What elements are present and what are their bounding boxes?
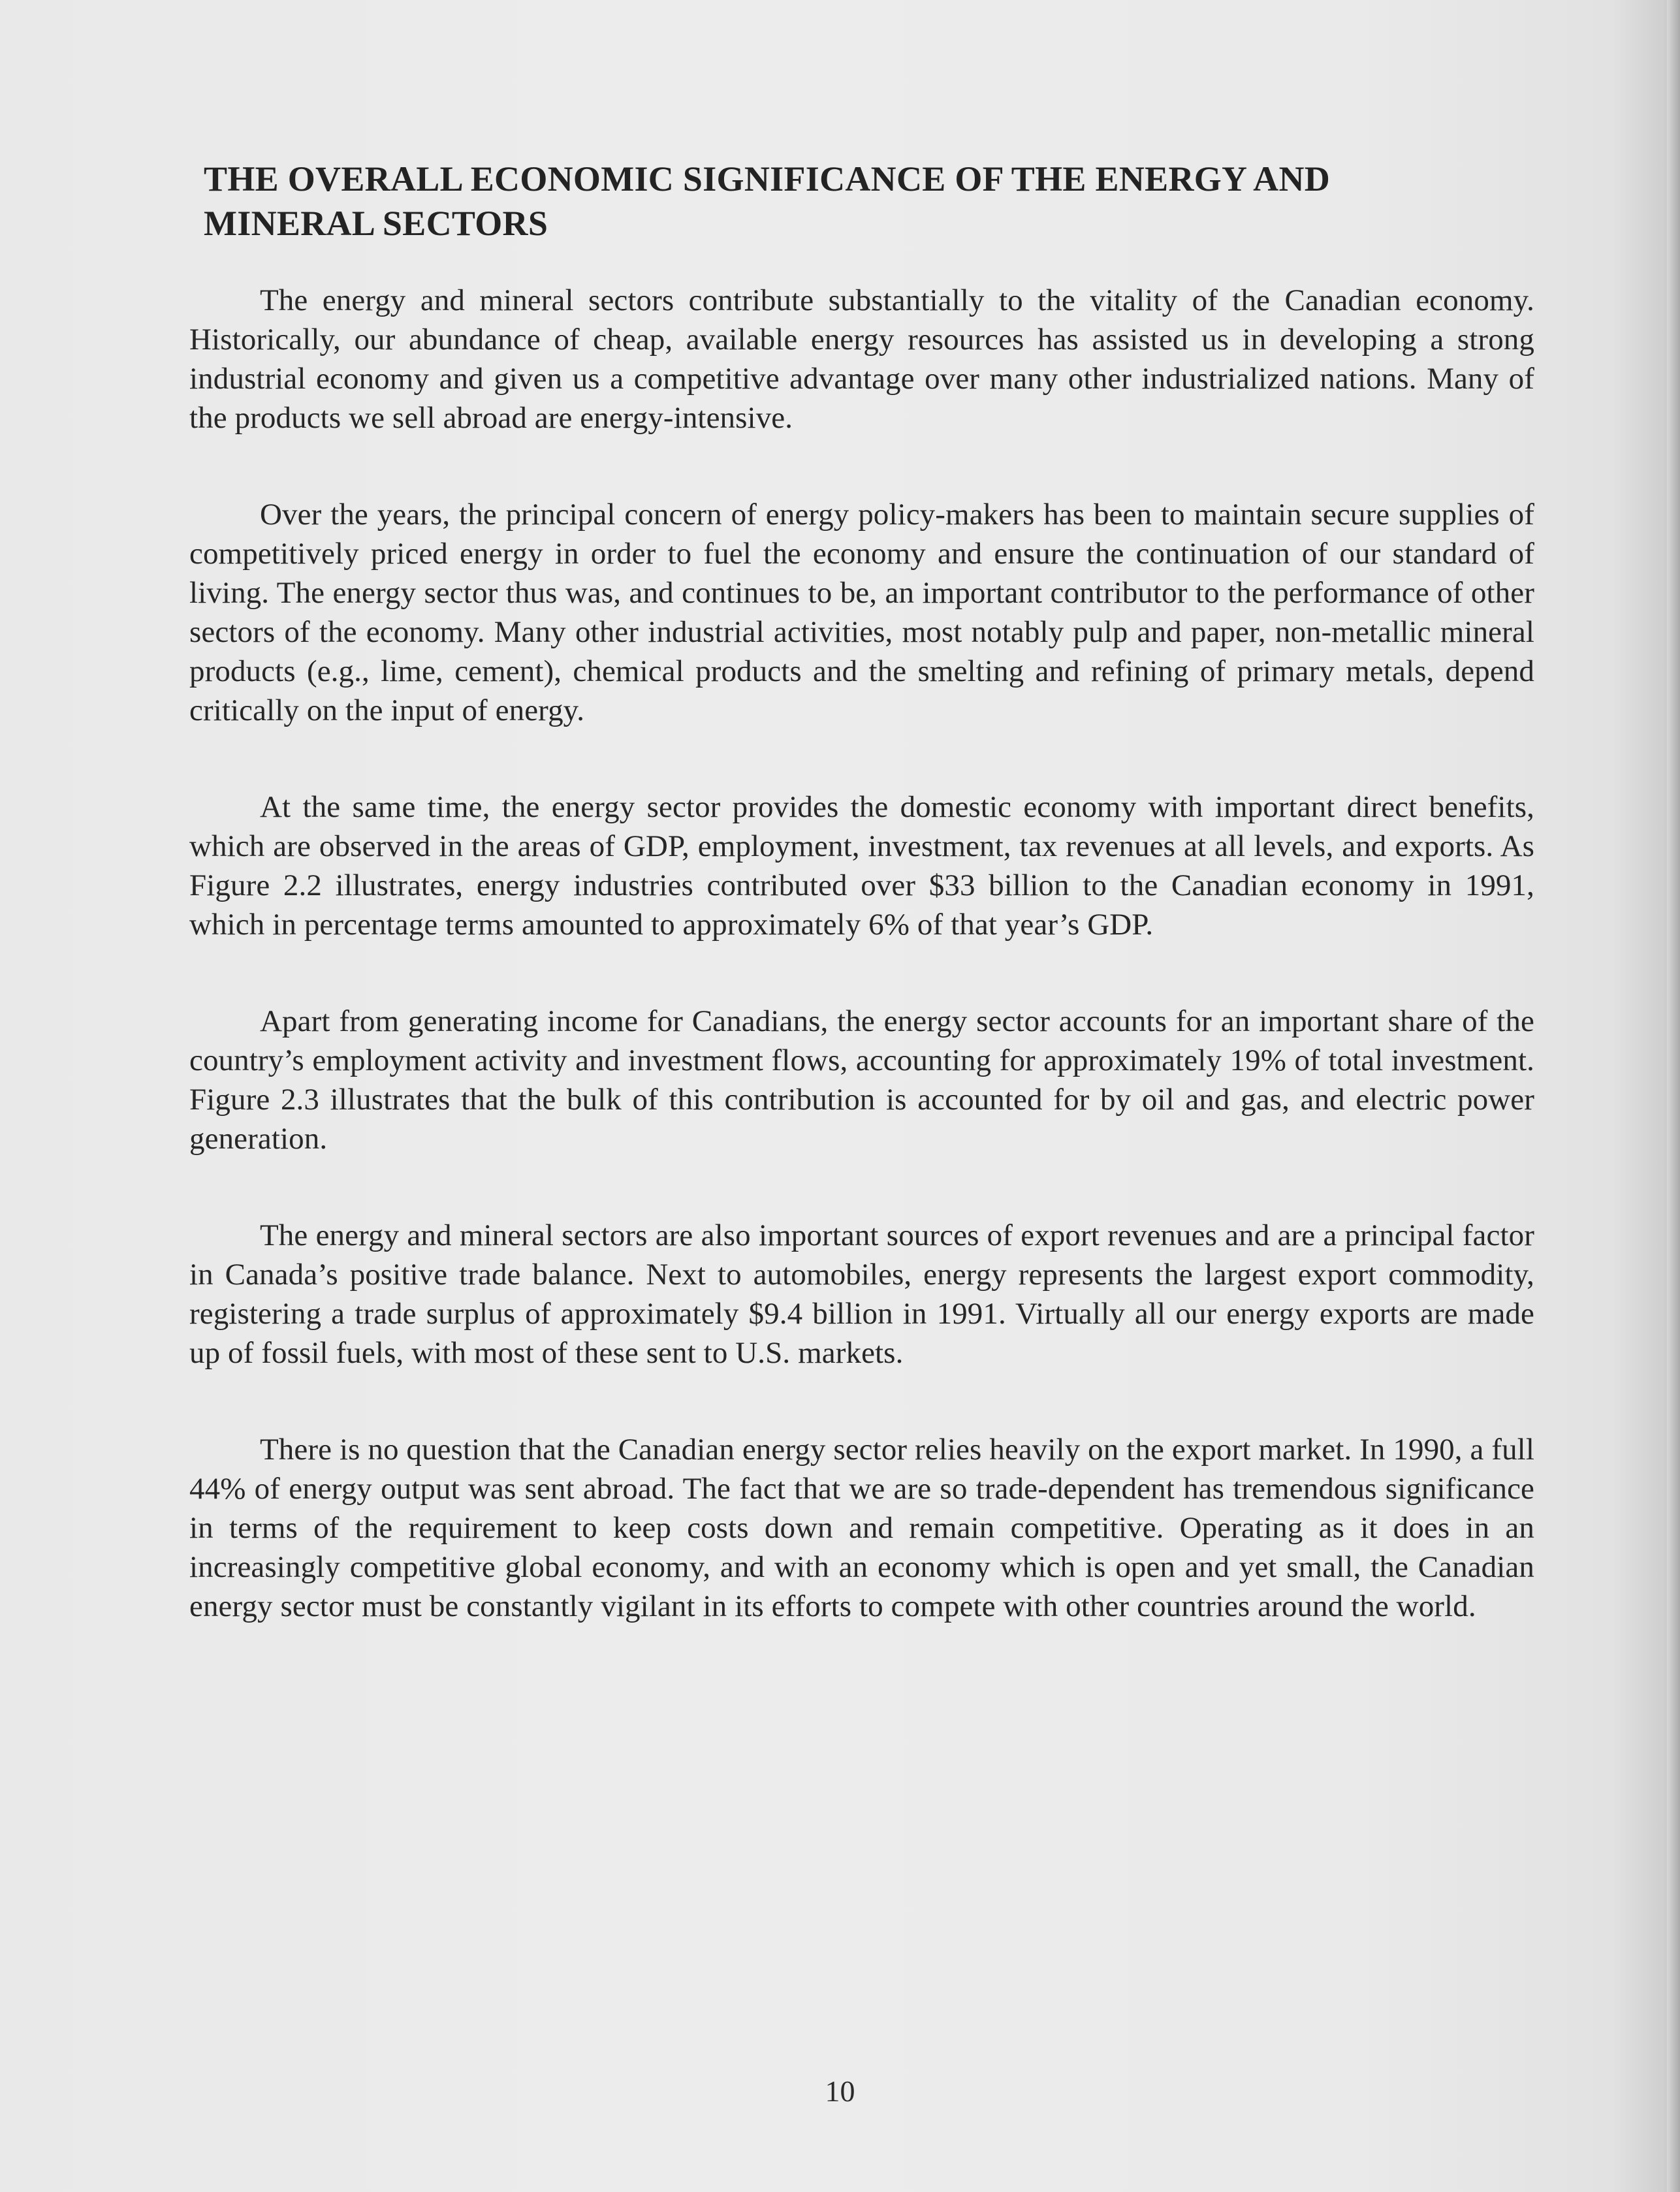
paragraph-6: There is no question that the Canadian energy sector relies heavily on the export market. In 1990, a full 44% of energy output was sent abroad. The fact that we are so trade-dependent has tremendous significance in terms of the requirement to keep costs down and remain competitive. Operating as it does in an increasingly competitive global economy, and with an economy which is open and yet small, the Canadian energy sector must be constantly vigilant in its efforts to compete with other countries around the world. [189, 1433, 1534, 1623]
paragraph-1: The energy and mineral sectors contribute substantially to the vitality of the Canadian economy. Historically, our abundance of cheap, available energy resources has assisted us in developing a strong industrial economy and given us a competitive advantage over many other industrialized nations. Many of the products we sell abroad are energy-intensive. [189, 283, 1534, 435]
paragraph-5: The energy and mineral sectors are also important sources of export revenues and are a principal factor in Canada’s positive trade balance. Next to automobiles, energy represents the largest export commodity, registering a trade surplus of approximately $9.4 billion in 1991. Virtually all our energy exports are made up of fossil fuels, with most of these sent to U.S. markets. [189, 1218, 1534, 1370]
body-text [189, 281, 1534, 1683]
paragraph-3: At the same time, the energy sector provides the domestic economy with important direct benefits, which are observed in the areas of GDP, employment, investment, tax revenues at all levels, and exports. As Figure 2.2 illustrates, energy industries contributed over $33 billion to the Canadian economy in 1991, which in percentage terms amounted to approximately 6% of that year’s GDP. [189, 790, 1534, 942]
section-title: THE OVERALL ECONOMIC SIGNIFICANCE OF THE ENERGY AND MINERAL SECTORS [204, 159, 1331, 243]
paragraph-2: Over the years, the principal concern of energy policy-makers has been to maintain secure supplies of competitively priced energy in order to fuel the economy and ensure the continuation of our standard of living. The energy sector thus was, and continues to be, an important contributor to the performance of other sectors of the economy. Many other industrial activities, most notably pulp and paper, non-metallic mineral products (e.g., lime, cement), chemical products and the smelting and refining of primary metals, depend critically on the input of energy. [189, 498, 1534, 727]
page-edge-shadow [1667, 0, 1680, 2192]
paragraph-4: Apart from generating income for Canadians, the energy sector accounts for an important share of the country’s employment activity and investment flows, accounting for approximately 19% of total investment. Figure 2.3 illustrates that the bulk of this contribution is accounted for by oil and gas, and electric power generation. [189, 1004, 1534, 1156]
page-number: 10 [825, 2074, 855, 2108]
